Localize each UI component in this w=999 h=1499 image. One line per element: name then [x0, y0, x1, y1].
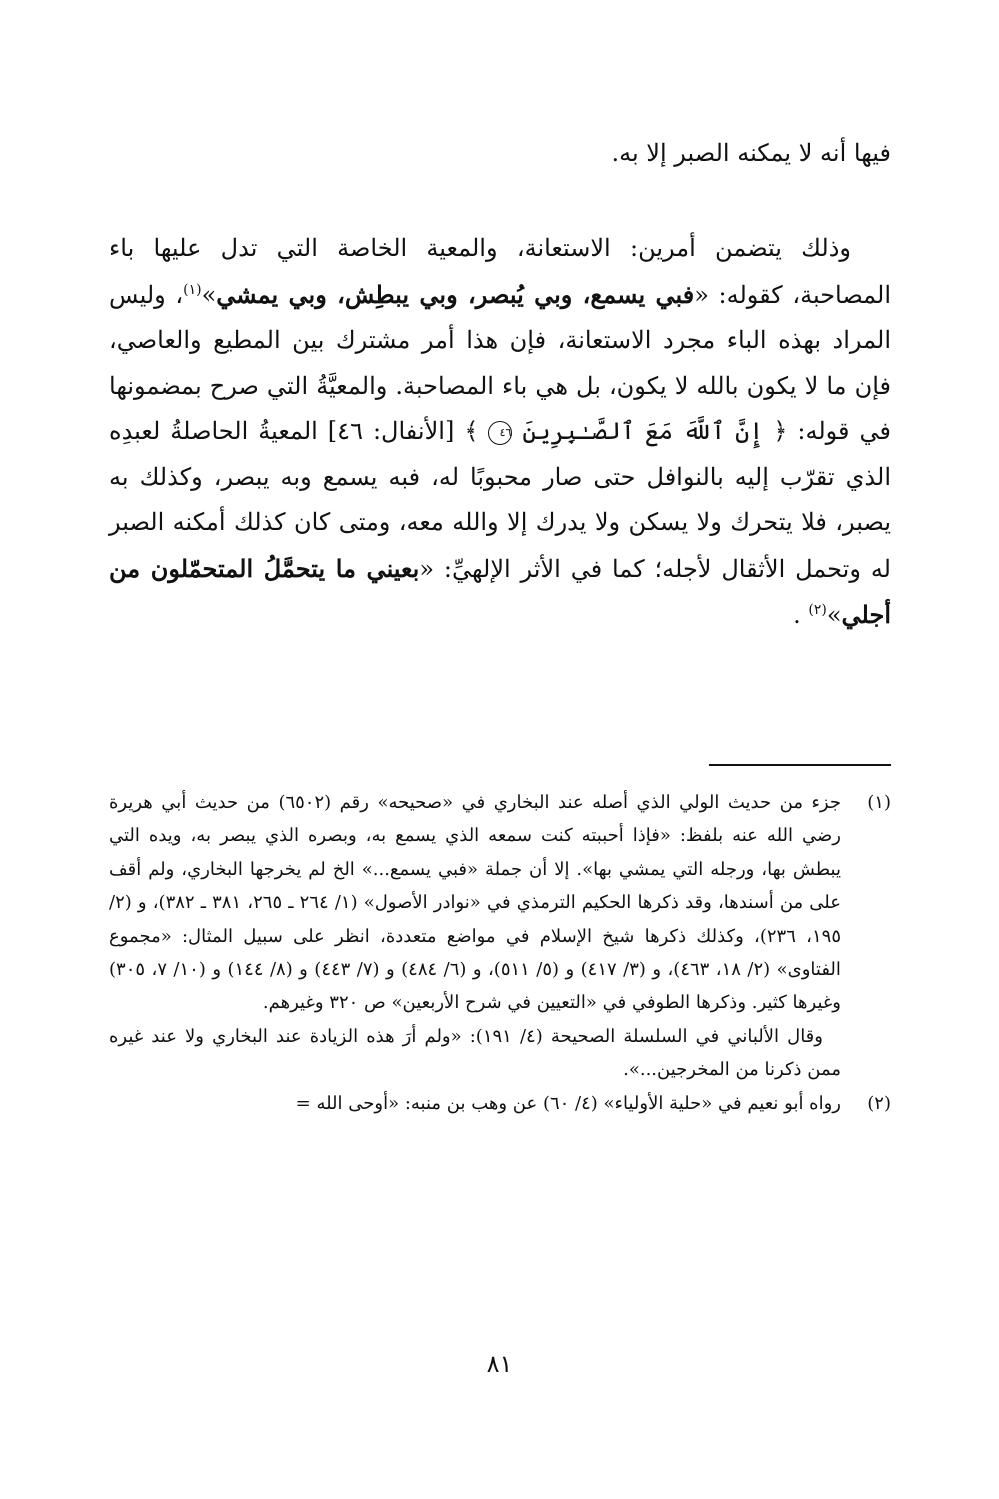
footnote-2-number: (٢): [867, 1092, 891, 1114]
footnote-1-continuation: وقال الألباني في السلسلة الصحيحة (٤/ ١٩١): «ولم أرَ هذه الزيادة عند البخاري ولا عند غيره ممن ذكرنا من المخرجين...».: [109, 1025, 841, 1081]
text-segment-4: .: [793, 601, 801, 629]
continuation-line: فيها أنه لا يمكنه الصبر إلا به.: [611, 139, 891, 167]
footnote-1: [109, 786, 891, 1020]
footnote-1-text: جزء من حديث الولي الذي أصله عند البخاري في «صحيحه» رقم (٦٥٠٢) من حديث أبي هريرة رضي الله عنه بلفظ: «فإذا أحببته كنت سمعه الذي يسمع به، وبصره الذي يبصر به، ويده التي يبطش بها، ورجله التي يمشي بها». إلا أن جملة «فبي يسمع...» الخ لم يخرجها البخاري، ولم أقف على من أسندها، وقد ذكرها الحكيم الترمذي في «نوادر الأصول» (١/ ٢٦٤ ـ ٢٦٥، ٣٨١ ـ ٣٨٢)، و (٢/ ١٩٥، ٢٣٦)، وكذلك ذكرها شيخ الإسلام في مواضع متعددة، انظر على سبيل المثال: «مجموع الفتاوى» (٢/ ١٨، ٤٦٣)، و (٣/ ٤١٧) و (٥/ ٥١١)، و (٦/ ٤٨٤) و (٧/ ٤٤٣) و (٨/ ١٤٤) و (١٠/ ٧، ٣٠٥) وغيرها كثير. وذكرها الطوفي في «التعيين في شرح الأربعين» ص ٣٢٠ وغيرهم.: [109, 792, 842, 1014]
footnote-separator: [709, 764, 891, 766]
footnote-2-text: رواه أبو نعيم في «حلية الأولياء» (٤/ ٦٠) عن وهب بن منبه: «أوحى الله =: [295, 1092, 841, 1114]
footnote-2: [109, 1087, 891, 1120]
footnotes-section: [109, 786, 891, 1120]
footnote-ref-1[interactable]: (١): [183, 281, 202, 298]
page-number: ٨١: [486, 1350, 513, 1378]
text-segment-3: ﴾ [الأنفال: ٤٦] المعيةُ الحاصلةُ لعبدِه الذي تقرّب إليه بالنوافل حتى صار محبوبًا له، فبه يسمع وبه يبصر، وكذلك به يصبر، فلا يتحرك ولا يسكن ولا يدرك إلا والله معه، ومتى كان كذلك أمكنه الصبر له وتحمل الأثقال لأجله؛ كما في الأثر الإلهيِّ: «: [109, 417, 891, 583]
text-segment-1: وذلك يتضمن أمرين: الاستعانة، والمعية الخاصة التي تدل عليها باء المصاحبة، كقوله: «: [109, 234, 892, 309]
footnote-ref-2[interactable]: (٢): [808, 602, 827, 618]
text-segment-2: ، وليس المراد بهذه الباء مجرد الاستعانة، فإن هذا أمر مشترك بين المطيع والعاصي، فإن ما لا يكون بالله لا يكون، بل هي باء المصاحبة. والمعيَّةُ التي صرح بمضمونها في قوله: ﴿: [109, 280, 891, 445]
ayah-number-marker: ٤٦: [488, 421, 512, 445]
footnote-1-number: (١): [867, 792, 891, 813]
main-paragraph: وذلك يتضمن أمرين: الاستعانة، والمعية الخاصة التي تدل عليها باء المصاحبة، كقوله: «فبي يسمع، وبي يُبصر، وبي يبطِش، وبي يمشي»$^{(١)}$، وليس المراد بهذه الباء مجرد الاستعانة، فإن هذا أمر مشترك بين المطيع والعاصي، فإن ما لا يكون بالله لا يكون، بل هي باء المصاحبة. والمعيَّةُ التي صرح بمضمونها في قوله: ﴿ إِنَّ ٱللَّهَ مَعَ ٱلصَّـٰبِرِينَ ٤٦ ﴾ [الأنفال: ٤٦] المعيةُ الحاصلةُ لعبدِه الذي تقرّب إليه بالنوافل حتى صار محبوبًا له، فبه يسمع وبه يبصر، وكذلك به يصبر، فلا يتحرك ولا يسكن ولا يدرك إلا والله معه، ومتى كان كذلك أمكنه الصبر له وتحمل الأثقال لأجله؛ كما في الأثر الإلهيِّ: «بعيني ما يتحمَّلُ المتحمّلون من أجلي»$^{(٢)}$ .: [109, 234, 892, 629]
hadith-quote-1: فبي يسمع، وبي يُبصر، وبي يبطِش، وبي يمشي: [216, 279, 695, 309]
quran-verse: إِنَّ ٱللَّهَ مَعَ ٱلصَّـٰبِرِينَ: [522, 417, 764, 445]
hadith-quote-2: بعيني ما يتحمَّلُ المتحمّلون من أجلي: [109, 553, 891, 629]
